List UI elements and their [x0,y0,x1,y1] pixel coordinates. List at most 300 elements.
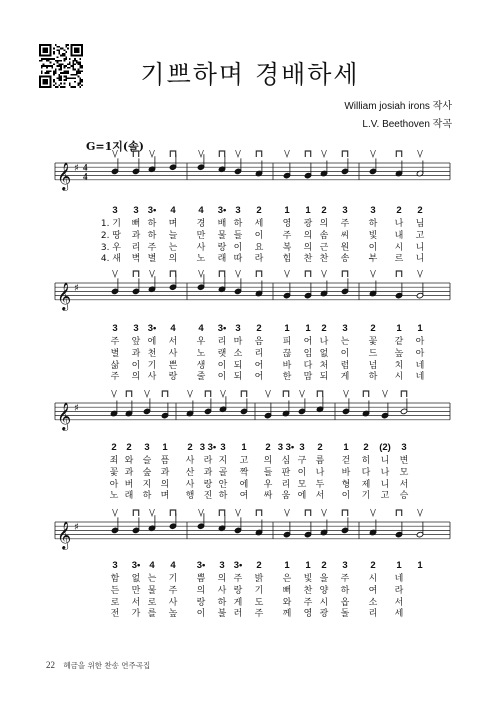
lyric-syllable: 로 [147,597,157,608]
lyric-syllable: 승 [399,491,409,502]
lyric-syllable: 과 [131,348,141,359]
composer-credit: L.V. Beethoven 작곡 [362,119,452,130]
lyric-syllable: 사 [147,372,157,383]
lyric-syllable: 쁨 [196,574,206,584]
lyric-syllable: 네 [415,372,425,383]
lyric-syllable: 4. 새 [100,254,121,265]
lyric-syllable: 빛 [368,230,378,241]
lyric-syllable: 줄 [196,372,206,383]
jianpu-number: 2 [321,560,327,571]
lyric-syllable: 하 [147,219,157,229]
staff-system [0,371,500,441]
lyric-syllable: 기 [147,360,157,371]
lyric-syllable: 어 [254,360,264,371]
lyric-syllable: 주 [282,230,292,241]
lyric-syllable: 여 [368,585,378,596]
jianpu-number: 3 3• [277,442,295,453]
lyric-syllable: 구 [297,456,307,466]
lyric-syllable: 서 [394,597,404,608]
jianpu-number: 1 [305,560,311,571]
lyric-syllable: 복 [282,242,292,253]
jianpu-number: 3 3• [199,442,217,453]
lyric-syllable: 죄 [109,456,119,466]
lyric-syllable: 이 [368,242,378,253]
lyric-syllable: 부 [368,254,378,265]
lyric-syllable: 아 [415,337,425,347]
jianpu-number: 3 [342,205,348,216]
jianpu-number: 3 [299,442,305,453]
jianpu-number: 2 [363,442,369,453]
jianpu-number: 3 [401,442,407,453]
lyric-syllable: 라 [254,254,264,265]
lyric-syllable: 경 [196,219,206,229]
lyric-syllable: 과 [124,467,134,478]
lyric-syllable: 근 [319,242,329,253]
lyric-syllable: 어 [303,337,313,347]
lyric-syllable: 하 [368,219,378,229]
jianpu-number: 3• [217,323,227,334]
jianpu-number: 4 [170,205,176,216]
lyric-syllable: 우 [263,479,273,490]
lyric-syllable: 라 [394,585,404,596]
lyric-syllable: 벽 [131,254,141,265]
lyric-syllable: 사 [217,585,227,596]
lyric-syllable: 모 [297,479,307,490]
lyric-syllable: 랑 [168,372,178,383]
lyric-syllable: 짝 [239,467,249,478]
lyric-syllable: 랑 [217,242,227,253]
lyric-syllable: 노 [196,254,206,265]
lyric-syllable: 행 [185,491,195,502]
lyric-syllable: 나 [315,467,325,478]
jianpu-number: 3• [147,205,157,216]
jianpu-number: 1 [284,560,290,571]
lyric-syllable: 주 [340,219,350,229]
lyric-syllable: 의 [217,574,227,584]
lyric-syllable: 다 [303,360,313,371]
lyric-syllable: 는 [147,574,157,584]
jianpu-number: 3• [131,560,141,571]
lyric-syllable: 랑 [233,585,243,596]
lyricist-credit: William josiah irons 작사 [344,101,452,112]
lyric-syllable: 랫 [217,348,227,359]
jianpu-number: 2 [417,205,423,216]
lyric-syllable: 내 [394,230,404,241]
lyric-syllable: 의 [303,242,313,253]
lyric-syllable: 삶 [110,360,120,371]
lyric-syllable: 찬 [303,585,313,596]
lyric-syllable: 이 [131,360,141,371]
lyric-syllable: 치 [394,360,404,371]
lyric-syllable: 옵 [340,597,350,608]
lyric-syllable: 리 [254,348,264,359]
staff-system [0,131,500,201]
jianpu-number: 4 [149,560,155,571]
book-title: 혜금을 위한 찬송 연주곡집 [63,661,151,670]
lyric-syllable: 함 [110,574,120,584]
lyric-syllable: 산 [185,467,195,478]
lyric-syllable: 은 [282,574,292,584]
jianpu-number: 2 [321,205,327,216]
lyric-syllable: 며 [168,219,178,229]
jianpu-number: 3 [112,323,118,334]
lyric-syllable: 따 [233,254,243,265]
lyric-syllable: 히 [361,456,371,466]
lyric-syllable: 를 [147,609,157,620]
lyric-syllable: 께 [282,609,292,620]
lyric-syllable: 밝 [254,574,264,584]
lyric-syllable: 는 [340,337,350,347]
lyric-syllable: 픔 [160,456,170,466]
lyric-syllable: 전 [110,609,120,620]
svg-text:4: 4 [83,171,88,182]
lyric-syllable: 제 [361,479,371,490]
lyric-syllable: 르 [394,254,404,265]
lyric-syllable: 1. 기 [100,219,121,229]
svg-text:4: 4 [83,162,88,173]
lyric-syllable: 숲 [142,467,152,478]
lyric-syllable: 과 [160,467,170,478]
jianpu-number: 2 [317,442,323,453]
lyric-syllable: 에 [147,337,157,347]
lyric-syllable: 시 [368,574,378,584]
lyric-syllable: 시 [319,597,329,608]
lyric-syllable: 로 [110,597,120,608]
lyric-syllable: 영 [282,219,292,229]
lyric-syllable: 찬 [319,254,329,265]
lyric-syllable: 움 [281,491,291,502]
lyric-syllable: 주 [110,372,120,383]
jianpu-number: 3 [133,323,139,334]
staff-system [0,251,500,321]
lyric-syllable: 이 [217,360,227,371]
lyric-syllable: 며 [160,491,170,502]
lyric-syllable: 하 [340,585,350,596]
svg-text:𝄞: 𝄞 [57,520,72,549]
lyric-syllable: 바 [341,467,351,478]
jianpu-number: 1 [241,442,247,453]
lyric-syllable: 이 [217,372,227,383]
lyric-syllable: 드 [368,348,378,359]
lyric-syllable: 들 [263,467,273,478]
lyric-syllable: 하 [368,372,378,383]
lyric-syllable: 주 [147,242,157,253]
lyric-syllable: 리 [281,479,291,490]
lyric-syllable: 에 [239,479,249,490]
lyric-syllable: 주 [254,609,264,620]
lyric-syllable: 네 [415,360,425,371]
lyric-syllable: 주 [233,574,243,584]
jianpu-number: 3 [220,442,226,453]
lyric-syllable: 여 [239,491,249,502]
lyric-syllable: 과 [203,467,213,478]
lyric-syllable: 같 [394,337,404,347]
lyric-syllable: 서 [131,597,141,608]
lyric-syllable: 아 [109,479,119,490]
lyric-syllable: 원 [340,242,350,253]
lyric-syllable: 송 [340,254,350,265]
jianpu-number: 1 [417,323,423,334]
jianpu-number: 4 [198,205,204,216]
lyric-syllable: 배 [217,219,227,229]
svg-text:𝄞: 𝄞 [57,161,72,190]
lyric-syllable: 리 [368,609,378,620]
lyric-syllable: 노 [196,348,206,359]
lyric-syllable: 지 [142,479,152,490]
jianpu-number: 3 [144,442,150,453]
jianpu-number: 2 [111,442,117,453]
svg-text:♯: ♯ [74,522,79,534]
lyric-syllable: 가 [131,609,141,620]
lyric-syllable: 와 [124,456,134,466]
lyric-syllable: 꽃 [109,467,119,478]
lyric-syllable: 이 [254,230,264,241]
lyric-syllable: 진 [203,491,213,502]
lyric-syllable: 게 [340,372,350,383]
lyric-syllable: 도 [254,597,264,608]
lyric-syllable: 하 [233,219,243,229]
lyric-syllable: 는 [168,242,178,253]
jianpu-number: 2 [265,442,271,453]
lyric-syllable: 니 [380,479,390,490]
jianpu-number: 2 [256,560,262,571]
lyric-syllable: 걷 [341,456,351,466]
lyric-syllable: 고 [415,230,425,241]
lyric-syllable: 하 [218,491,228,502]
lyric-syllable: 님 [415,219,425,229]
jianpu-number: (2) [379,442,391,453]
lyric-syllable: 기 [361,491,371,502]
lyric-syllable: 사 [196,242,206,253]
jianpu-number: 1 [396,323,402,334]
lyric-syllable: 늘 [168,230,178,241]
lyric-syllable: 이 [196,609,206,620]
lyric-syllable: 을 [319,574,329,584]
lyric-syllable: 사 [168,348,178,359]
lyric-syllable: 판 [281,467,291,478]
lyric-syllable: 불 [217,609,227,620]
lyric-syllable: 리 [131,242,141,253]
lyric-syllable: 든 [110,585,120,596]
lyric-syllable: 고 [380,491,390,502]
lyric-syllable: 기 [254,585,264,596]
key-signature-label: G=1지(솔) [86,140,144,153]
page-number: 22 [46,660,55,670]
jianpu-number: 3 [235,323,241,334]
lyric-syllable: 이 [297,467,307,478]
jianpu-number: 3• [147,323,157,334]
lyric-syllable: 의 [196,585,206,596]
lyric-syllable: 쁜 [168,360,178,371]
lyric-syllable: 음 [254,337,264,347]
jianpu-number: 3 [133,205,139,216]
lyric-syllable: 뻐 [131,219,141,229]
lyric-syllable: 맘 [303,372,313,383]
lyric-syllable: 두 [315,479,325,490]
lyric-syllable: 니 [415,242,425,253]
lyric-syllable: 사 [168,597,178,608]
jianpu-number: 3• [233,560,243,571]
lyric-syllable: 래 [217,254,227,265]
lyric-syllable: 높 [394,348,404,359]
lyric-syllable: 싸 [263,491,273,502]
lyric-syllable: 피 [282,337,292,347]
jianpu-number: 2 [370,560,376,571]
lyric-syllable: 라 [203,456,213,466]
jianpu-number: 2 [126,442,132,453]
lyric-syllable: 심 [281,456,291,466]
jianpu-number: 3• [196,560,206,571]
lyric-syllable: 주 [340,574,350,584]
lyric-syllable: 없 [131,574,141,584]
lyric-syllable: 광 [319,609,329,620]
lyric-syllable: 안 [218,479,228,490]
lyric-syllable: 하 [147,230,157,241]
svg-text:𝄞: 𝄞 [57,401,72,430]
lyric-syllable: 영 [303,609,313,620]
lyric-syllable: 세 [394,609,404,620]
lyric-syllable: 우 [196,337,206,347]
jianpu-number: 4 [170,560,176,571]
jianpu-number: 1 [305,205,311,216]
lyric-syllable: 3. 우 [100,242,121,253]
lyric-syllable: 넘 [368,360,378,371]
lyric-syllable: 씨 [340,230,350,241]
svg-text:♯: ♯ [74,163,79,175]
lyric-syllable: 와 [282,597,292,608]
lyric-syllable: 기 [168,574,178,584]
lyric-syllable: 아 [415,348,425,359]
jianpu-number: 3 [370,205,376,216]
lyric-syllable: 니 [415,254,425,265]
lyric-syllable: 소 [368,597,378,608]
lyric-syllable: 세 [254,219,264,229]
jianpu-number: 2 [256,205,262,216]
lyric-syllable: 찬 [303,254,313,265]
jianpu-number: 2 [256,323,262,334]
lyric-syllable: 랑 [203,479,213,490]
jianpu-number: 2 [187,442,193,453]
lyric-syllable: 노 [109,491,119,502]
jianpu-number: 1 [417,560,423,571]
lyric-syllable: 나 [319,337,329,347]
lyric-syllable: 래 [124,491,134,502]
lyric-syllable: 천 [147,348,157,359]
lyric-syllable: 나 [380,467,390,478]
lyric-syllable: 서 [399,479,409,490]
lyric-syllable: 주 [110,337,120,347]
jianpu-number: 3 [219,560,225,571]
lyric-syllable: 되 [319,372,329,383]
lyric-syllable: 끊 [282,348,292,359]
jianpu-number: 2 [370,323,376,334]
lyric-syllable: 과 [131,230,141,241]
lyric-syllable: 슬 [142,456,152,466]
lyric-syllable: 이 [340,348,350,359]
jianpu-number: 3 [342,560,348,571]
lyric-syllable: 형 [341,479,351,490]
lyric-syllable: 의 [263,456,273,466]
lyric-syllable: 한 [282,372,292,383]
jianpu-number: 1 [162,442,168,453]
jianpu-number: 2 [396,205,402,216]
jianpu-number: 1 [396,560,402,571]
lyric-syllable: 의 [131,372,141,383]
lyric-syllable: 다 [361,467,371,478]
jianpu-number: 4 [170,323,176,334]
lyric-syllable: 하 [142,491,152,502]
lyric-syllable: 시 [394,242,404,253]
lyric-syllable: 임 [303,348,313,359]
lyric-syllable: 에 [297,491,307,502]
lyric-syllable: 네 [394,574,404,584]
jianpu-number: 4 [198,323,204,334]
lyric-syllable: 지 [218,456,228,466]
jianpu-number: 1 [284,205,290,216]
svg-text:♯: ♯ [74,403,79,415]
lyric-syllable: 양 [319,585,329,596]
lyric-syllable: 사 [185,479,195,490]
svg-text:♯: ♯ [74,283,79,295]
jianpu-number: 2 [321,323,327,334]
jianpu-number: 3• [217,205,227,216]
lyric-syllable: 리 [217,337,227,347]
lyric-syllable: 어 [254,372,264,383]
staff-system [0,490,500,560]
lyric-syllable: 서 [315,491,325,502]
jianpu-number: 3 [235,205,241,216]
lyric-syllable: 변 [399,456,409,466]
lyric-syllable: 만 [196,230,206,241]
lyric-syllable: 힘 [282,254,292,265]
lyric-syllable: 뻐 [282,585,292,596]
lyric-syllable: 골 [218,467,228,478]
lyric-syllable: 나 [394,219,404,229]
page-footer [46,660,150,671]
lyric-syllable: 주 [303,597,313,608]
lyric-syllable: 이 [341,491,351,502]
jianpu-number: 3 [112,205,118,216]
lyric-syllable: 러 [233,609,243,620]
svg-text:𝄞: 𝄞 [57,281,72,310]
lyric-syllable: 사 [185,456,195,466]
lyric-syllable: 빛 [303,574,313,584]
lyric-syllable: 솜 [319,230,329,241]
lyric-syllable: 되 [233,360,243,371]
jianpu-number: 1 [343,442,349,453]
lyric-syllable: 이 [233,242,243,253]
jianpu-number: 3 [342,323,348,334]
lyric-syllable: 꽃 [368,337,378,347]
lyric-syllable: 들 [233,230,243,241]
lyric-syllable: 별 [147,254,157,265]
jianpu-number: 1 [284,323,290,334]
lyric-syllable: 럼 [340,360,350,371]
lyric-syllable: 랑 [196,597,206,608]
lyric-syllable: 고 [239,456,249,466]
lyric-syllable: 의 [160,479,170,490]
lyric-syllable: 없 [319,348,329,359]
lyric-syllable: 의 [168,254,178,265]
lyric-syllable: 물 [147,585,157,596]
lyric-syllable: 게 [233,597,243,608]
lyric-syllable: 름 [315,456,325,466]
lyric-syllable: 니 [380,456,390,466]
lyric-syllable: 2. 땅 [100,230,121,241]
lyric-syllable: 돌 [340,609,350,620]
lyric-syllable: 되 [233,372,243,383]
lyric-syllable: 높 [168,609,178,620]
